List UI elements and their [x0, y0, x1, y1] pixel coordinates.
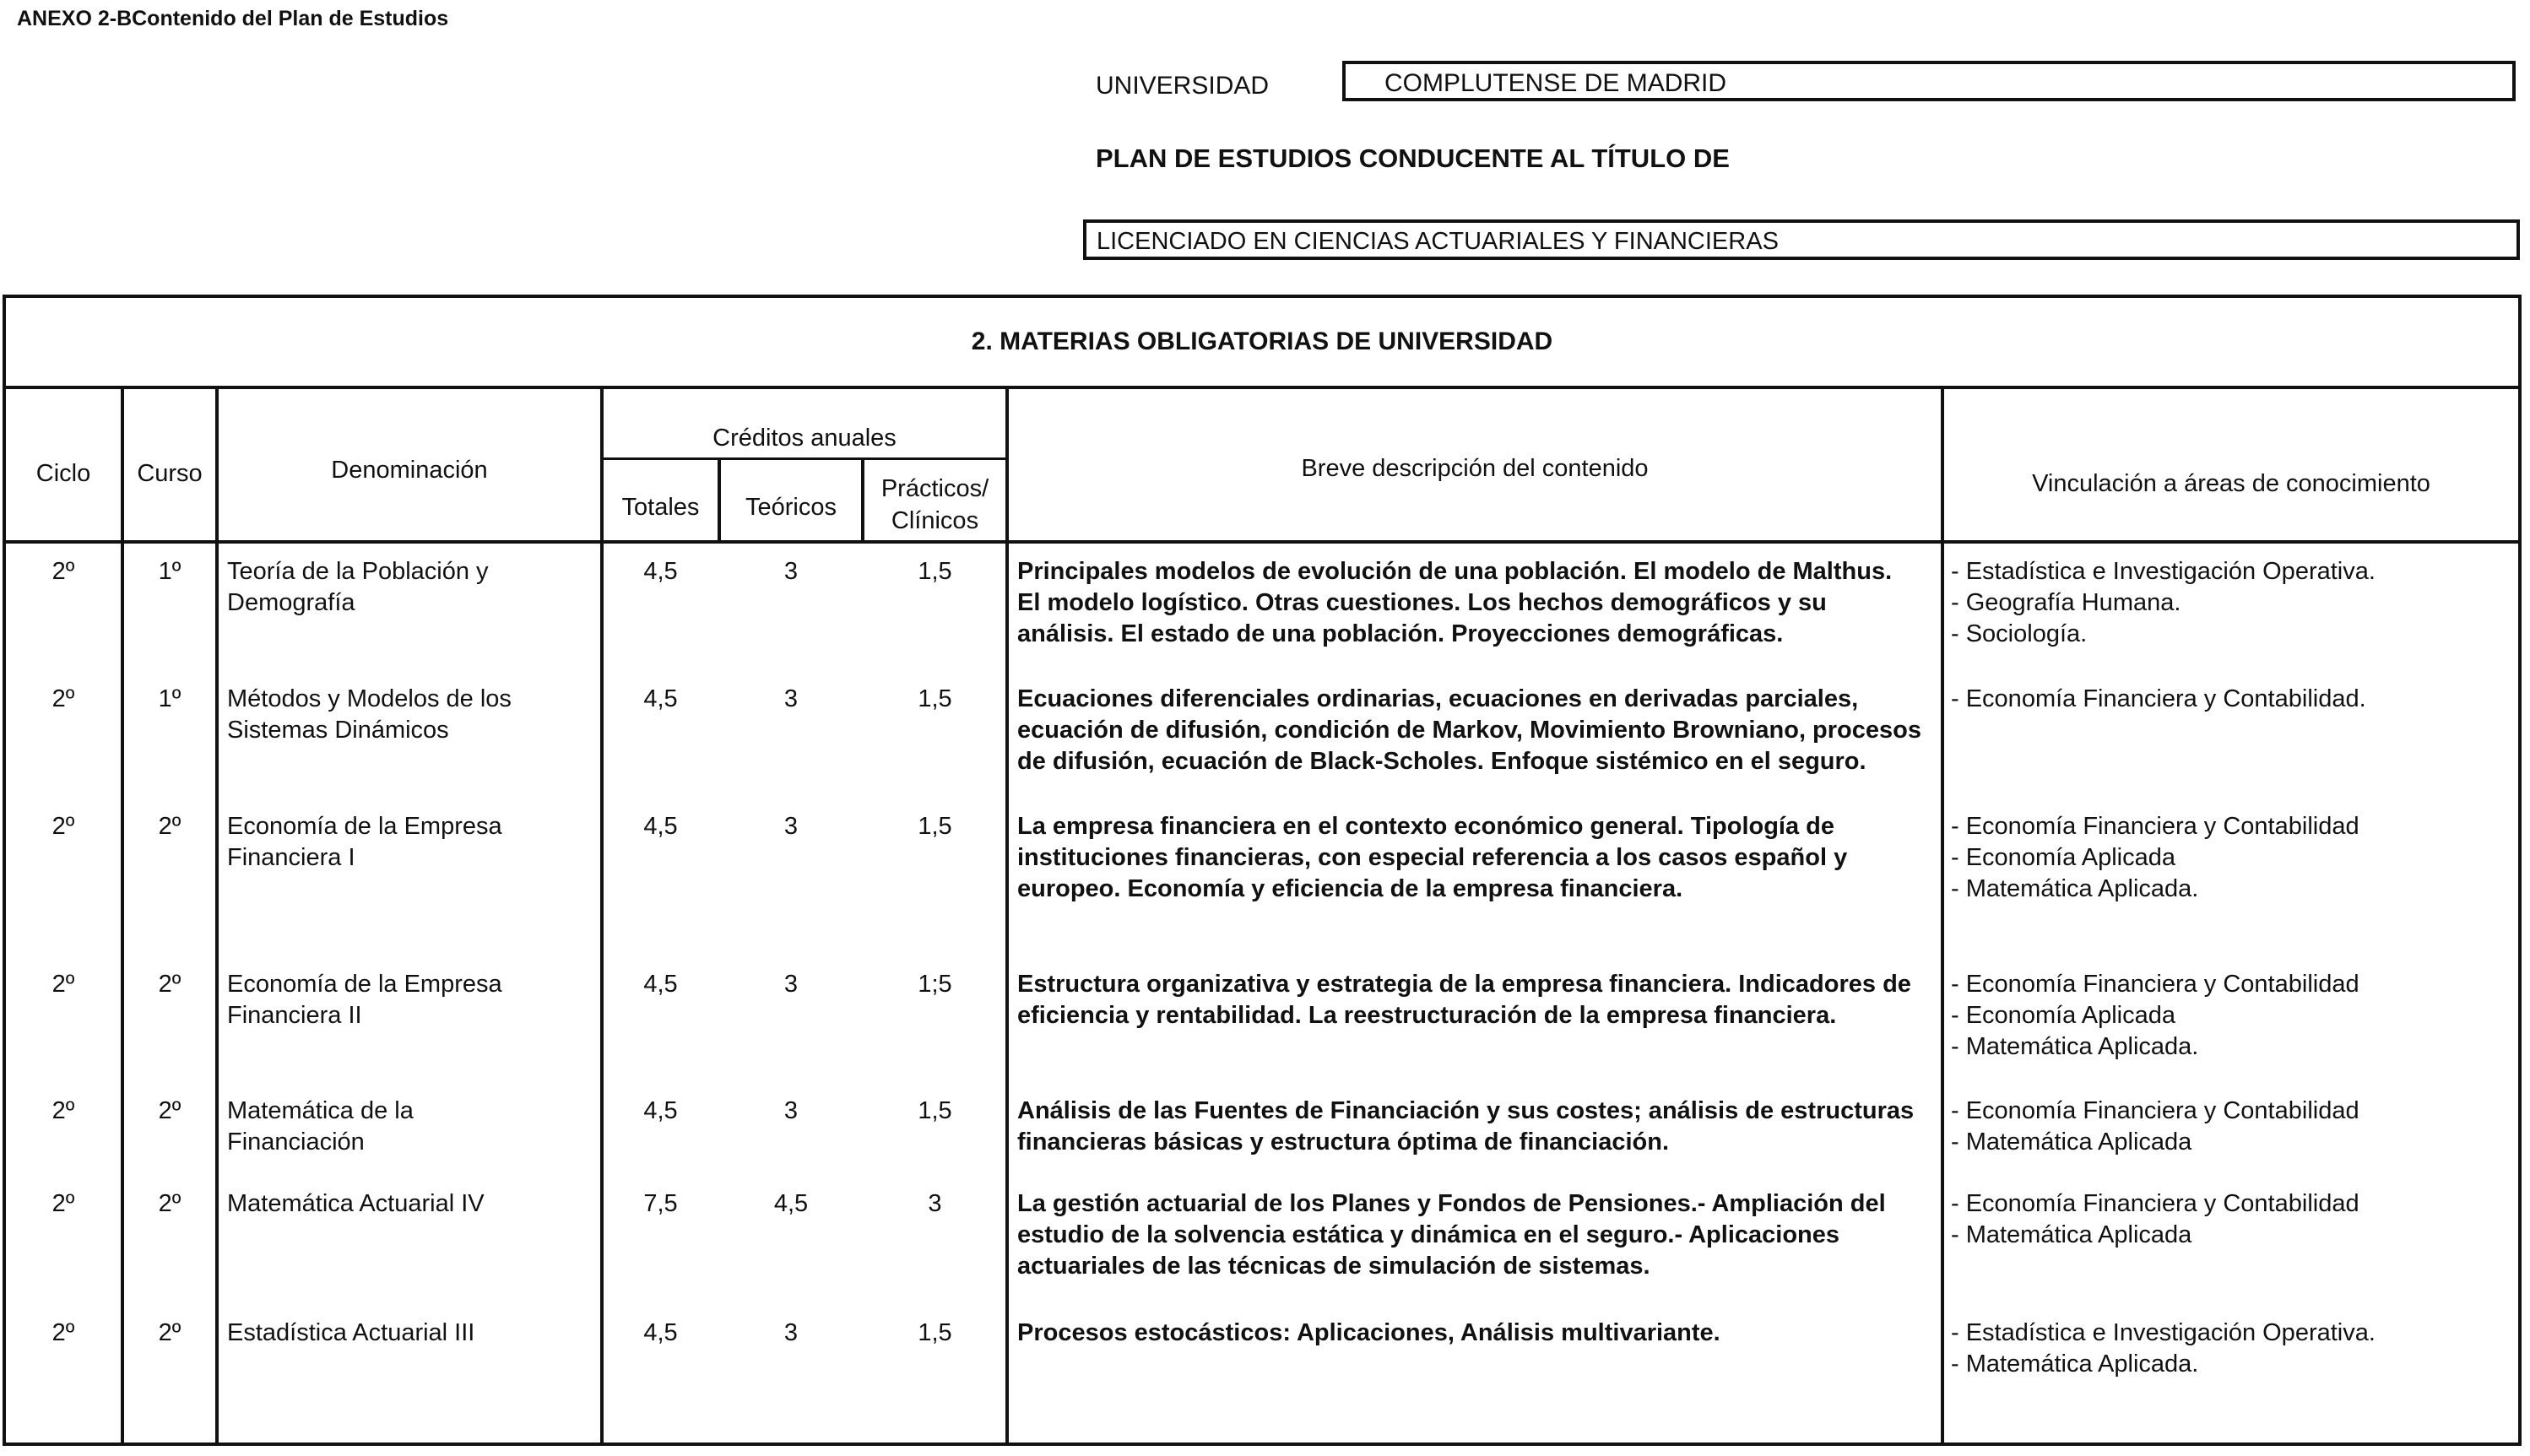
cell-curso: 1º: [158, 685, 181, 712]
col-divider: [1005, 389, 1009, 1442]
cell-denominacion: Teoría de la Población y Demografía: [227, 558, 489, 616]
cell-ciclo: 2º: [51, 558, 75, 585]
cell-teoricos: 3: [783, 971, 799, 998]
cell-vinculacion: - Economía Financiera y Contabilidad.: [1951, 685, 2366, 712]
university-label: UNIVERSIDAD: [1096, 72, 1270, 100]
cell-totales: 4,5: [643, 558, 678, 585]
cell-totales: 4,5: [643, 685, 678, 712]
subjects-table: [3, 295, 2522, 1446]
cell-vinculacion: - Economía Financiera y Contabilidad - Economía Aplicada - Matemática Aplicada.: [1951, 813, 2359, 902]
cell-practicos: 1,5: [918, 813, 952, 840]
header-totales: Totales: [621, 494, 700, 521]
cell-teoricos: 3: [783, 685, 799, 712]
cell-descripcion: Principales modelos de evolución de una población. El modelo de Malthus. El modelo logístico. Otras cuestiones. Los hechos demográficos y su análisis. El estado de una población. Proyecciones demográficas.: [1017, 558, 1893, 647]
cell-vinculacion: - Economía Financiera y Contabilidad - Matemática Aplicada: [1951, 1190, 2359, 1248]
header-practicos: Prácticos/ Clínicos: [880, 475, 989, 534]
col-divider: [600, 389, 604, 1442]
cell-curso: 1º: [158, 558, 181, 585]
cell-totales: 4,5: [643, 813, 678, 840]
cell-vinculacion: - Economía Financiera y Contabilidad - Economía Aplicada - Matemática Aplicada.: [1951, 971, 2359, 1060]
cell-teoricos: 3: [783, 813, 799, 840]
cell-ciclo: 2º: [51, 1319, 75, 1346]
university-name: COMPLUTENSE DE MADRID: [1384, 69, 1727, 97]
cell-teoricos: 4,5: [773, 1190, 809, 1217]
row-divider: [600, 457, 1005, 460]
cell-curso: 2º: [158, 1190, 181, 1217]
cell-teoricos: 3: [783, 1097, 799, 1124]
plan-label: PLAN DE ESTUDIOS CONDUCENTE AL TÍTULO DE: [1096, 143, 1730, 173]
cell-ciclo: 2º: [51, 685, 75, 712]
cell-denominacion: Economía de la Empresa Financiera I: [227, 813, 502, 871]
cell-totales: 7,5: [643, 1190, 678, 1217]
col-divider: [121, 389, 124, 1442]
cell-ciclo: 2º: [51, 971, 75, 998]
header-teoricos: Teóricos: [745, 494, 837, 521]
cell-practicos: 1;5: [918, 971, 952, 998]
cell-descripcion: Procesos estocásticos: Aplicaciones, Análisis multivariante.: [1017, 1319, 1720, 1346]
header-descripcion: Breve descripción del contenido: [1301, 455, 1649, 482]
cell-practicos: 1,5: [918, 1097, 952, 1124]
annex-title: ANEXO 2-BContenido del Plan de Estudios: [17, 7, 449, 30]
header-curso: Curso: [137, 460, 203, 487]
cell-vinculacion: - Estadística e Investigación Operativa. - Matemática Aplicada.: [1951, 1319, 2376, 1378]
cell-totales: 4,5: [643, 1097, 678, 1124]
cell-practicos: 1,5: [918, 1319, 952, 1346]
section-title: 2. MATERIAS OBLIGATORIAS DE UNIVERSIDAD: [6, 298, 2518, 389]
cell-descripcion: Ecuaciones diferenciales ordinarias, ecuaciones en derivadas parciales, ecuación de difusión, condición de Markov, Movimiento Browniano, procesos de difusión, ecuación de Black-Scholes. Enfoque sistémico en el seguro.: [1017, 685, 1922, 775]
cell-denominacion: Matemática Actuarial IV: [227, 1190, 485, 1217]
col-divider: [1941, 389, 1944, 1442]
cell-descripcion: Análisis de las Fuentes de Financiación y sus costes; análisis de estructuras financieras básicas y estructura óptima de financiación.: [1017, 1097, 1915, 1156]
cell-curso: 2º: [158, 813, 181, 840]
cell-ciclo: 2º: [51, 1097, 75, 1124]
cell-denominacion: Estadística Actuarial III: [227, 1319, 475, 1346]
header-vinculacion: Vinculación a áreas de conocimiento: [2032, 470, 2430, 497]
header-ciclo: Ciclo: [35, 460, 91, 487]
cell-ciclo: 2º: [51, 813, 75, 840]
cell-descripcion: Estructura organizativa y estrategia de la empresa financiera. Indicadores de eficiencia y rentabilidad. La reestructuración de la empresa financiera.: [1017, 971, 1911, 1029]
cell-teoricos: 3: [783, 1319, 799, 1346]
cell-descripcion: La empresa financiera en el contexto económico general. Tipología de instituciones financieras, con especial referencia a los casos español y europeo. Economía y eficiencia de la empresa financiera.: [1017, 813, 1848, 902]
cell-practicos: 1,5: [918, 558, 952, 585]
cell-curso: 2º: [158, 971, 181, 998]
cell-vinculacion: - Economía Financiera y Contabilidad - Matemática Aplicada: [1951, 1097, 2359, 1156]
header-denominacion: Denominación: [331, 457, 488, 484]
header-bottom-line: [6, 540, 2518, 544]
cell-vinculacion: - Estadística e Investigación Operativa. - Geografía Humana. - Sociología.: [1951, 558, 2376, 647]
col-divider: [215, 389, 219, 1442]
cell-curso: 2º: [158, 1319, 181, 1346]
cell-descripcion: La gestión actuarial de los Planes y Fondos de Pensiones.- Ampliación del estudio de la solvencia estática y dinámica en el seguro.- Aplicaciones actuariales de las técnicas de simulación de sistemas.: [1017, 1190, 1886, 1280]
cell-practicos: 1,5: [918, 685, 952, 712]
cell-curso: 2º: [158, 1097, 181, 1124]
cell-totales: 4,5: [643, 971, 678, 998]
degree-box: [1083, 219, 2520, 260]
cell-totales: 4,5: [643, 1319, 678, 1346]
cell-denominacion: Métodos y Modelos de los Sistemas Dinámicos: [227, 685, 512, 744]
degree-name: LICENCIADO EN CIENCIAS ACTUARIALES Y FINANCIERAS: [1097, 228, 1779, 255]
cell-ciclo: 2º: [51, 1190, 75, 1217]
cell-teoricos: 3: [783, 558, 799, 585]
cell-denominacion: Matemática de la Financiación: [227, 1097, 414, 1156]
cell-practicos: 3: [928, 1190, 942, 1217]
university-name-box: [1342, 61, 2516, 101]
cell-denominacion: Economía de la Empresa Financiera II: [227, 971, 502, 1029]
header-creditos: Créditos anuales: [712, 425, 897, 452]
